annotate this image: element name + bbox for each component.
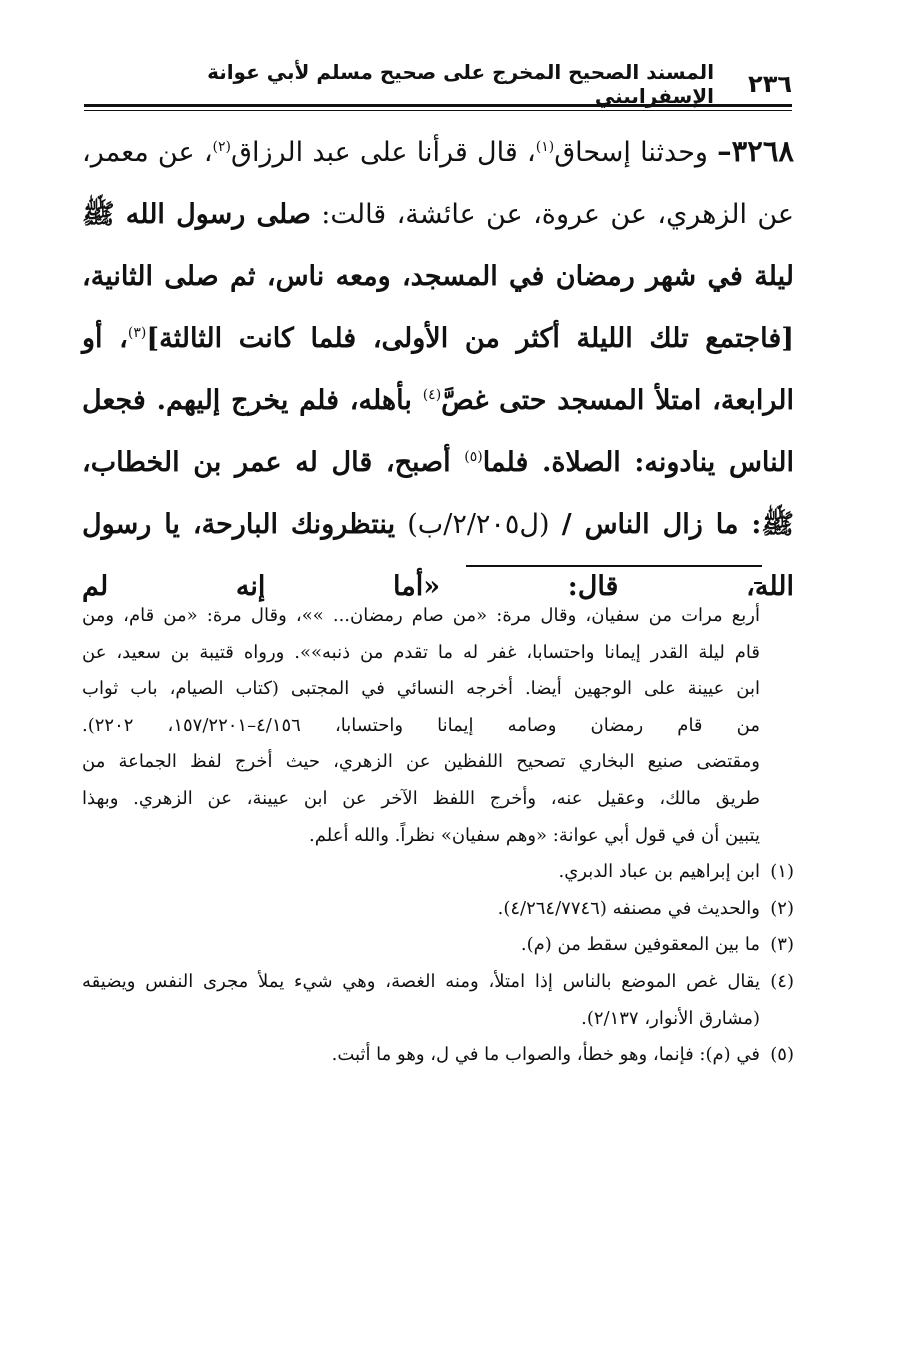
hadith-paragraph: [82, 120, 794, 618]
footnote-text: ما بين المعقوفين سقط من (م).: [520, 934, 760, 956]
footnote-number: (٤): [770, 970, 794, 992]
footnote-item: [82, 854, 794, 891]
footnote-item: [82, 964, 794, 1037]
page-number: ٢٣٦: [748, 70, 792, 98]
continuation-mark: [754, 582, 762, 584]
footnote-continuation-line: من قام رمضان وصامه إيمانا واحتسابا، ٤/١٥٦–١٥٧/٢٢٠١، ٢٢٠٢).: [82, 714, 760, 736]
text-segment: وحدثنا إسحاق: [554, 137, 708, 168]
hadith-matn: صلى رسول الله ﷺ ليلة في شهر رمضان في المسجد، ومعه ناس، ثم صلى الثانية، [فاجتمع تلك الليلة أكثر من الأولى، فلما كانت الثالثة]: [82, 199, 794, 354]
footnote-number: (٢): [770, 897, 794, 919]
hadith-matn: ، أو الرابعة، امتلأ المسجد حتى غصَّ: [82, 323, 794, 416]
footnote-item: [82, 891, 794, 928]
header-rule-thin: [84, 110, 792, 111]
footnote-ref-1[interactable]: (١): [535, 139, 555, 155]
footnotes: [82, 598, 794, 1074]
footnote-number: (٥): [770, 1044, 794, 1066]
footnote-ref-4[interactable]: (٤): [422, 387, 442, 403]
footnote-text: يقال غص الموضع بالناس إذا امتلأ، ومنه الغصة، وهي شيء يملأ مجرى النفس ويضيقه (مشارق الأنوار، ٢/١٣٧).: [82, 970, 760, 1029]
footnote-continuation-line: طريق مالك، وعقيل عنه، وأخرج اللفظ الآخر عن ابن عيينة، عن الزهري. وبهذا: [82, 787, 760, 809]
footnote-text: ابن إبراهيم بن عباد الدبري.: [558, 861, 760, 883]
text-segment: ، قال قرأنا على عبد الرزاق: [231, 137, 536, 168]
text-segment: ، عن معمر، عن الزهري، عن عروة، عن عائشة، قالت:: [82, 137, 794, 230]
footnote-item: [82, 927, 794, 964]
footnote-ref-2[interactable]: (٢): [212, 139, 231, 155]
footnote-continuation-line: ابن عيينة على الوجهين أيضا. أخرجه النسائي في المجتبى (كتاب الصيام، باب ثواب: [82, 678, 760, 700]
footnote-ref-3[interactable]: (٣): [127, 325, 147, 341]
footnote-number: (١): [770, 861, 794, 883]
running-title: المسند الصحيح المخرج على صحيح مسلم لأبي عوانة الإسفراييني: [207, 60, 715, 108]
footnote-continuation-line: يتبين أن في قول أبي عوانة: «وهم سفيان» نظراً. والله أعلم.: [309, 824, 760, 846]
hadith-matn: بأهله، فلم يخرج إليهم. فجعل الناس ينادونه: الصلاة. فلما: [82, 385, 795, 478]
footnote-continuation-line: قام ليلة القدر إيمانا واحتسابا، غفر له ما تقدم من ذنبه»». ورواه قتيبة بن سعيد، عن: [82, 641, 760, 663]
footnote-number: (٣): [770, 934, 794, 956]
manuscript-folio-ref: (ل٢/٢٠٥/ب): [395, 509, 550, 540]
footnote-separator: [466, 565, 762, 567]
footnote-ref-5[interactable]: (٥): [464, 449, 483, 465]
page-header: [84, 60, 792, 108]
hadith-matn: ينتظرونك البارحة، يا رسول الله، قال: «أما إنه لم: [82, 509, 794, 602]
header-rule: [84, 104, 792, 107]
hadith-text: [82, 120, 794, 618]
footnote-text: والحديث في مصنفه (٤/٢٦٤/٧٧٤٦).: [497, 897, 760, 919]
footnote-text: في (م): فإنما، وهو خطأ، والصواب ما في ل، وهو ما أثبت.: [331, 1044, 760, 1066]
footnote-continuation-line: أربع مرات من سفيان، وقال مرة: «من صام رمضان... »»، وقال مرة: «من قام، ومن: [82, 605, 760, 626]
hadith-matn: أصبح، قال له عمر بن الخطاب، ﷺ: ما زال الناس /: [82, 447, 795, 540]
footnote-continuation-line: ومقتضى صنيع البخاري تصحيح اللفظين عن الزهري، حيث أخرج لفظ الجماعة من: [82, 751, 760, 773]
footnote-item: [82, 1037, 794, 1074]
hadith-number: ٣٢٦٨–: [717, 134, 794, 168]
